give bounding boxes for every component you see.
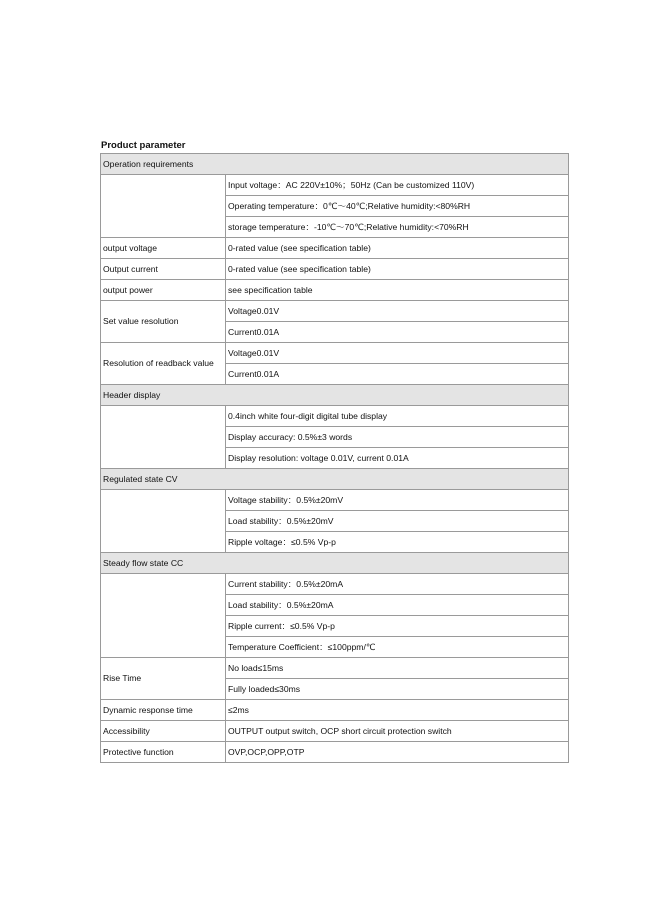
empty-label-cell [101,574,226,658]
page-title: Product parameter [101,140,186,151]
value-cell: Voltage0.01V [226,343,569,364]
value-cell: Current stability：0.5%±20mA [226,574,569,595]
section-header-operation: Operation requirements [101,154,569,175]
table-row [101,343,569,364]
value-cell: Input voltage：AC 220V±10%；50Hz (Can be customized 110V) [226,175,569,196]
table-row [101,259,569,280]
table-row [101,574,569,595]
section-header-row [101,154,569,175]
value-cell: Load stability：0.5%±20mA [226,595,569,616]
value-cell: see specification table [226,280,569,301]
table-row [101,238,569,259]
value-cell: 0.4inch white four-digit digital tube display [226,406,569,427]
value-cell: storage temperature：-10℃～70℃;Relative humidity:<70%RH [226,217,569,238]
value-cell: Voltage stability：0.5%±20mV [226,490,569,511]
empty-label-cell [101,175,226,238]
value-cell: Ripple voltage：≤0.5% Vp-p [226,532,569,553]
table-row [101,658,569,679]
table-row [101,280,569,301]
table-row [101,406,569,427]
value-cell: OUTPUT output switch, OCP short circuit protection switch [226,721,569,742]
section-header-display: Header display [101,385,569,406]
value-cell: Operating temperature：0℃～40℃;Relative humidity:<80%RH [226,196,569,217]
value-cell: Display accuracy: 0.5%±3 words [226,427,569,448]
table-row [101,490,569,511]
value-cell: OVP,OCP,OPP,OTP [226,742,569,763]
table-row [101,742,569,763]
section-header-row [101,553,569,574]
table-row [101,700,569,721]
label-cell: output voltage [101,238,226,259]
label-cell: Resolution of readback value [101,343,226,385]
section-header-row [101,469,569,490]
section-header-row [101,385,569,406]
parameter-table [100,153,569,763]
label-cell: Dynamic response time [101,700,226,721]
value-cell: 0-rated value (see specification table) [226,238,569,259]
label-cell: Output current [101,259,226,280]
empty-label-cell [101,406,226,469]
value-cell: Load stability：0.5%±20mV [226,511,569,532]
label-cell: Accessibility [101,721,226,742]
value-cell: 0-rated value (see specification table) [226,259,569,280]
value-cell: Current0.01A [226,364,569,385]
label-cell: Rise Time [101,658,226,700]
table-row [101,301,569,322]
value-cell: ≤2ms [226,700,569,721]
value-cell: Current0.01A [226,322,569,343]
table-row [101,721,569,742]
section-header-cc: Steady flow state CC [101,553,569,574]
value-cell: Temperature Coefficient：≤100ppm/℃ [226,637,569,658]
value-cell: Voltage0.01V [226,301,569,322]
table-row [101,175,569,196]
value-cell: Fully loaded≤30ms [226,679,569,700]
label-cell: Protective function [101,742,226,763]
value-cell: No load≤15ms [226,658,569,679]
empty-label-cell [101,490,226,553]
section-header-cv: Regulated state CV [101,469,569,490]
value-cell: Ripple current：≤0.5% Vp-p [226,616,569,637]
label-cell: output power [101,280,226,301]
value-cell: Display resolution: voltage 0.01V, current 0.01A [226,448,569,469]
label-cell: Set value resolution [101,301,226,343]
